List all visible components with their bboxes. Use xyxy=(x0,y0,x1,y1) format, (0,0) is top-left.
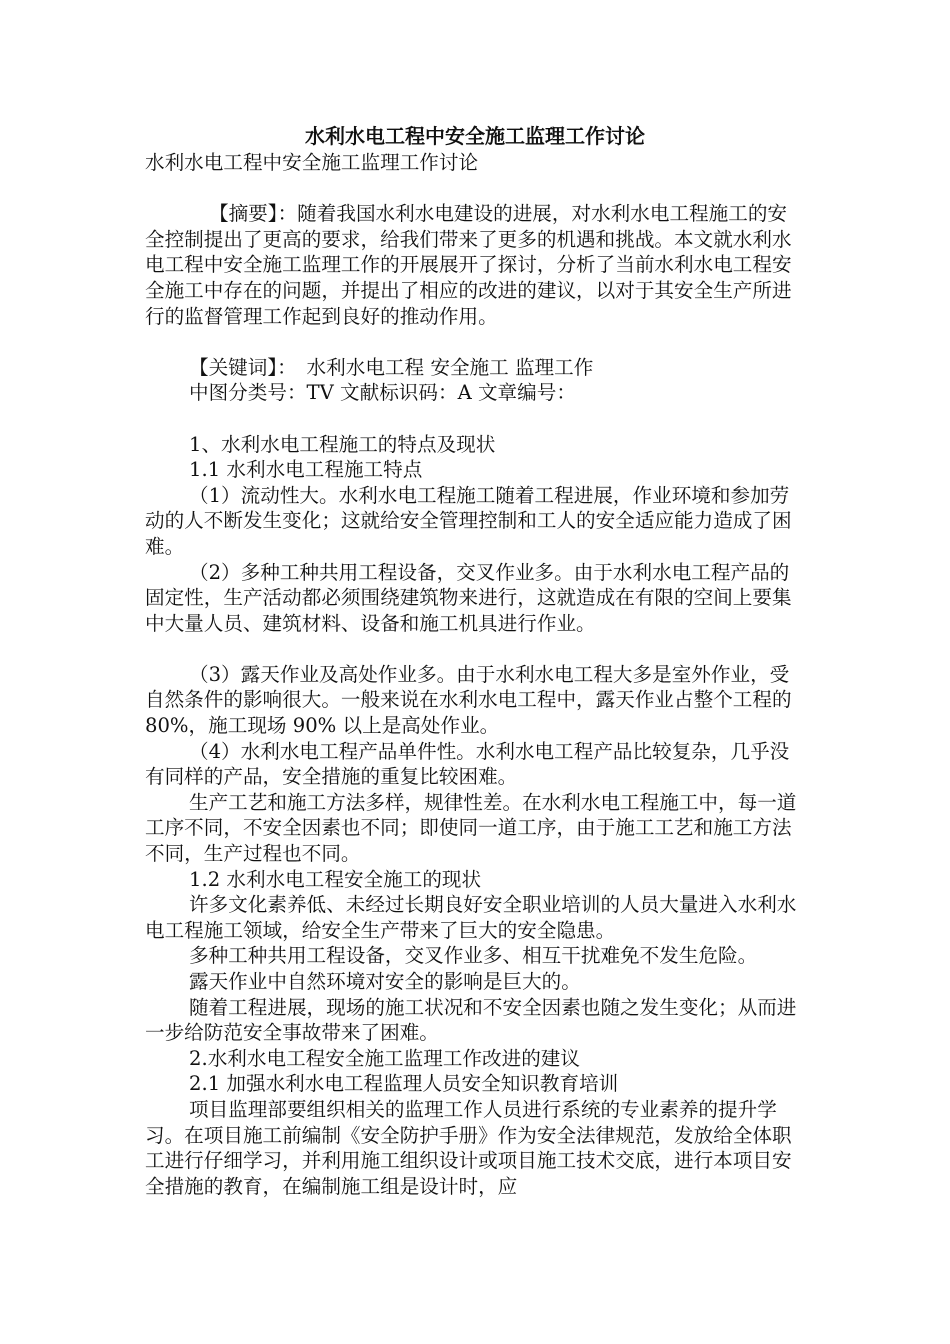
section-1-1-heading: 1.1 水利水电工程施工特点 xyxy=(189,458,423,482)
classification-line: 中图分类号：TV 文献标识码：A 文章编号： xyxy=(189,381,576,405)
section-2-1-heading: 2.1 加强水利水电工程监理人员安全知识教育培训 xyxy=(189,1072,619,1096)
section-1-1-paragraph-3: （3）露天作业及高处作业多。由于水利水电工程大多是室外作业，受自然条件的影响很大。一般来说在水利水电工程中，露天作业占整个工程的 80%，施工现场 90% 以上是高处作业。 xyxy=(145,662,792,738)
section-1-2-paragraph-3: 露天作业中自然环境对安全的影响是巨大的。 xyxy=(189,970,581,993)
section-1-1-paragraph-5: 生产工艺和施工方法多样，规律性差。在水利水电工程施工中，每一道工序不同，不安全因素也不同；即使同一道工序，由于施工工艺和施工方法不同，生产过程也不同。 xyxy=(145,790,797,866)
section-2-heading: 2.水利水电工程安全施工监理工作改进的建议 xyxy=(189,1046,580,1070)
abstract-paragraph: 【摘要】：随着我国水利水电建设的进展，对水利水电工程施工的安全控制提出了更高的要求，给我们带来了更多的机遇和挑战。本文就水利水电工程中安全施工监理工作的开展展开了探讨，分析了当前水利水电工程安全施工中存在的问题，并提出了相应的改进的建议，以对于其安全生产所进行的监督管理工作起到良好的推动作用。 xyxy=(145,202,792,328)
section-1-2-paragraph-2: 多种工种共用工程设备，交叉作业多、相互干扰难免不发生危险。 xyxy=(189,944,758,968)
document-subtitle: 水利水电工程中安全施工监理工作讨论 xyxy=(145,151,479,174)
document-title: 水利水电工程中安全施工监理工作讨论 xyxy=(305,124,645,148)
document-body xyxy=(145,150,805,1199)
section-1-2-paragraph-1: 许多文化素养低、未经过长期良好安全职业培训的人员大量进入水利水电工程施工领域，给安全生产带来了巨大的安全隐患。 xyxy=(145,893,797,942)
section-1-2-heading: 1.2 水利水电工程安全施工的现状 xyxy=(189,867,482,891)
section-2-1-paragraph-1: 项目监理部要组织相关的监理工作人员进行系统的专业素养的提升学习。在项目施工前编制《安全防护手册》作为安全法律规范，发放给全体职工进行仔细学习，并利用施工组织设计或项目施工技术交底，进行本项目安全措施的教育，在编制施工组是设计时，应 xyxy=(145,1097,792,1198)
section-1-1-paragraph-4: （4）水利水电工程产品单件性。水利水电工程产品比较复杂，几乎没有同样的产品，安全措施的重复比较困难。 xyxy=(145,739,790,789)
section-1-1-paragraph-2: （2）多种工种共用工程设备，交叉作业多。由于水利水电工程产品的固定性，生产活动都必须围绕建筑物来进行，这就造成在有限的空间上要集中大量人员、建筑材料、设备和施工机具进行作业。 xyxy=(145,560,792,635)
section-1-2-paragraph-4: 随着工程进展，现场的施工状况和不安全因素也随之发生变化；从而进一步给防范安全事故带来了困难。 xyxy=(145,995,797,1045)
section-1-heading: 1、水利水电工程施工的特点及现状 xyxy=(189,432,496,456)
section-1-1-paragraph-1: （1）流动性大。水利水电工程施工随着工程进展，作业环境和参加劳动的人不断发生变化；这就给安全管理控制和工人的安全适应能力造成了困难。 xyxy=(145,483,792,558)
keywords-line: 【关键词】： 水利水电工程 安全施工 监理工作 xyxy=(189,355,594,379)
